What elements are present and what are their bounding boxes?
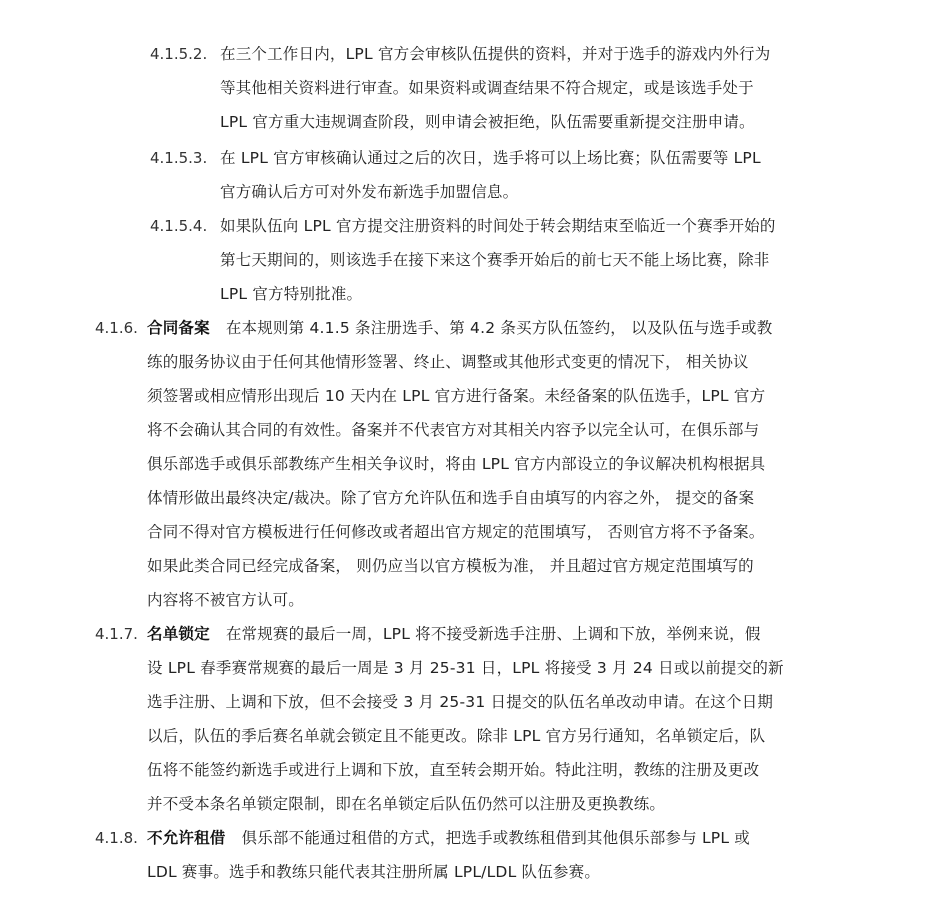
- clause-text: 官方确认后方可对外发布新选手加盟信息。: [220, 183, 519, 201]
- clause-text: 如果队伍向 LPL 官方提交注册资料的时间处于转会期结束至临近一个赛季开始的: [220, 217, 776, 235]
- clause-line: [147, 658, 784, 678]
- clause-text: 须签署或相应情形出现后 10 天内在 LPL 官方进行备案。未经备案的队伍选手，LPL 官方: [147, 387, 766, 405]
- clause-line: [220, 78, 754, 98]
- clause-text: LPL 官方重大违规调查阶段，则申请会被拒绝，队伍需要重新提交注册申请。: [220, 113, 755, 131]
- clause-title: 名单锁定: [147, 625, 210, 643]
- clause-line: [220, 250, 770, 270]
- clause-text: LPL 官方特别批准。: [220, 285, 363, 303]
- clause-text: 合同不得对官方模板进行任何修改或者超出官方规定的范围填写， 否则官方将不予备案。: [147, 523, 765, 541]
- clause-text: 在常规赛的最后一周，LPL 将不接受新选手注册、上调和下放，举例来说，假: [225, 625, 761, 643]
- clause-line: [220, 112, 755, 132]
- clause-number: 4.1.7.: [95, 625, 138, 643]
- clause-line: [147, 760, 759, 780]
- clause-number: 4.1.5.2.: [150, 45, 208, 63]
- clause-number: 4.1.5.4.: [150, 217, 208, 235]
- clause-line: [220, 216, 776, 236]
- clause-line: [147, 624, 761, 644]
- clause-text: 在 LPL 官方审核确认通过之后的次日，选手将可以上场比赛；队伍需要等 LPL: [220, 149, 761, 167]
- clause-line: [147, 556, 754, 576]
- clause-text: 如果此类合同已经完成备案， 则仍应当以官方模板为准， 并且超过官方规定范围填写的: [147, 557, 754, 575]
- clause-number: 4.1.8.: [95, 829, 138, 847]
- clause-text: 设 LPL 春季赛常规赛的最后一周是 3 月 25-31 日，LPL 将接受 3 月 24 日或以前提交的新: [147, 659, 784, 677]
- clause-text: 选手注册、上调和下放，但不会接受 3 月 25-31 日提交的队伍名单改动申请。在这个日期: [147, 693, 774, 711]
- clause-text: 俱乐部选手或俱乐部教练产生相关争议时，将由 LPL 官方内部设立的争议解决机构根据具: [147, 455, 766, 473]
- clause-line: [147, 522, 764, 542]
- clause-text: 伍将不能签约新选手或进行上调和下放，直至转会期开始。特此注明，教练的注册及更改: [147, 761, 760, 779]
- clause-line: [147, 726, 765, 746]
- clause-line: [147, 386, 765, 406]
- clause-line: [147, 862, 600, 882]
- clause-text: 体情形做出最终决定/裁决。除了官方允许队伍和选手自由填写的内容之外， 提交的备案: [147, 489, 755, 507]
- clause-line: [147, 692, 773, 712]
- clause-line: [147, 420, 759, 440]
- clause-line: [220, 44, 770, 64]
- clause-text: 第七天期间的，则该选手在接下来这个赛季开始后的前七天不能上场比赛，除非: [220, 251, 770, 269]
- clause-line: [147, 454, 765, 474]
- clause-text: 在三个工作日内，LPL 官方会审核队伍提供的资料，并对于选手的游戏内外行为: [220, 45, 771, 63]
- clause-line: [147, 352, 749, 372]
- clause-line: [220, 182, 518, 202]
- clause-text: 在本规则第 4.1.5 条注册选手、第 4.2 条买方队伍签约， 以及队伍与选手或教: [225, 319, 773, 337]
- clause-text: 等其他相关资料进行审查。如果资料或调查结果不符合规定，或是该选手处于: [220, 79, 754, 97]
- clause-text: 内容将不被官方认可。: [147, 591, 305, 609]
- clause-text: 将不会确认其合同的有效性。备案并不代表官方对其相关内容予以完全认可，在俱乐部与: [147, 421, 760, 439]
- clause-line: [147, 828, 750, 848]
- clause-line: [147, 318, 772, 338]
- clause-title: 合同备案: [147, 319, 210, 337]
- clause-line: [220, 148, 761, 168]
- clause-line: [147, 794, 665, 814]
- clause-line: [220, 284, 362, 304]
- clause-text: 俱乐部不能通过租借的方式，把选手或教练租借到其他俱乐部参与 LPL 或: [241, 829, 750, 847]
- clause-text: 练的服务协议由于任何其他情形签署、终止、调整或其他形式变更的情况下， 相关协议: [147, 353, 749, 371]
- clause-number: 4.1.5.3.: [150, 149, 208, 167]
- clause-line: [147, 590, 304, 610]
- clause-text: 以后，队伍的季后赛名单就会锁定且不能更改。除非 LPL 官方另行通知，名单锁定后，队: [147, 727, 766, 745]
- clause-line: [147, 488, 754, 508]
- clause-text: LDL 赛事。选手和教练只能代表其注册所属 LPL/LDL 队伍参赛。: [147, 863, 601, 881]
- clause-number: 4.1.6.: [95, 319, 138, 337]
- clause-title: 不允许租借: [147, 829, 226, 847]
- clause-text: 并不受本条名单锁定限制，即在名单锁定后队伍仍然可以注册及更换教练。: [147, 795, 666, 813]
